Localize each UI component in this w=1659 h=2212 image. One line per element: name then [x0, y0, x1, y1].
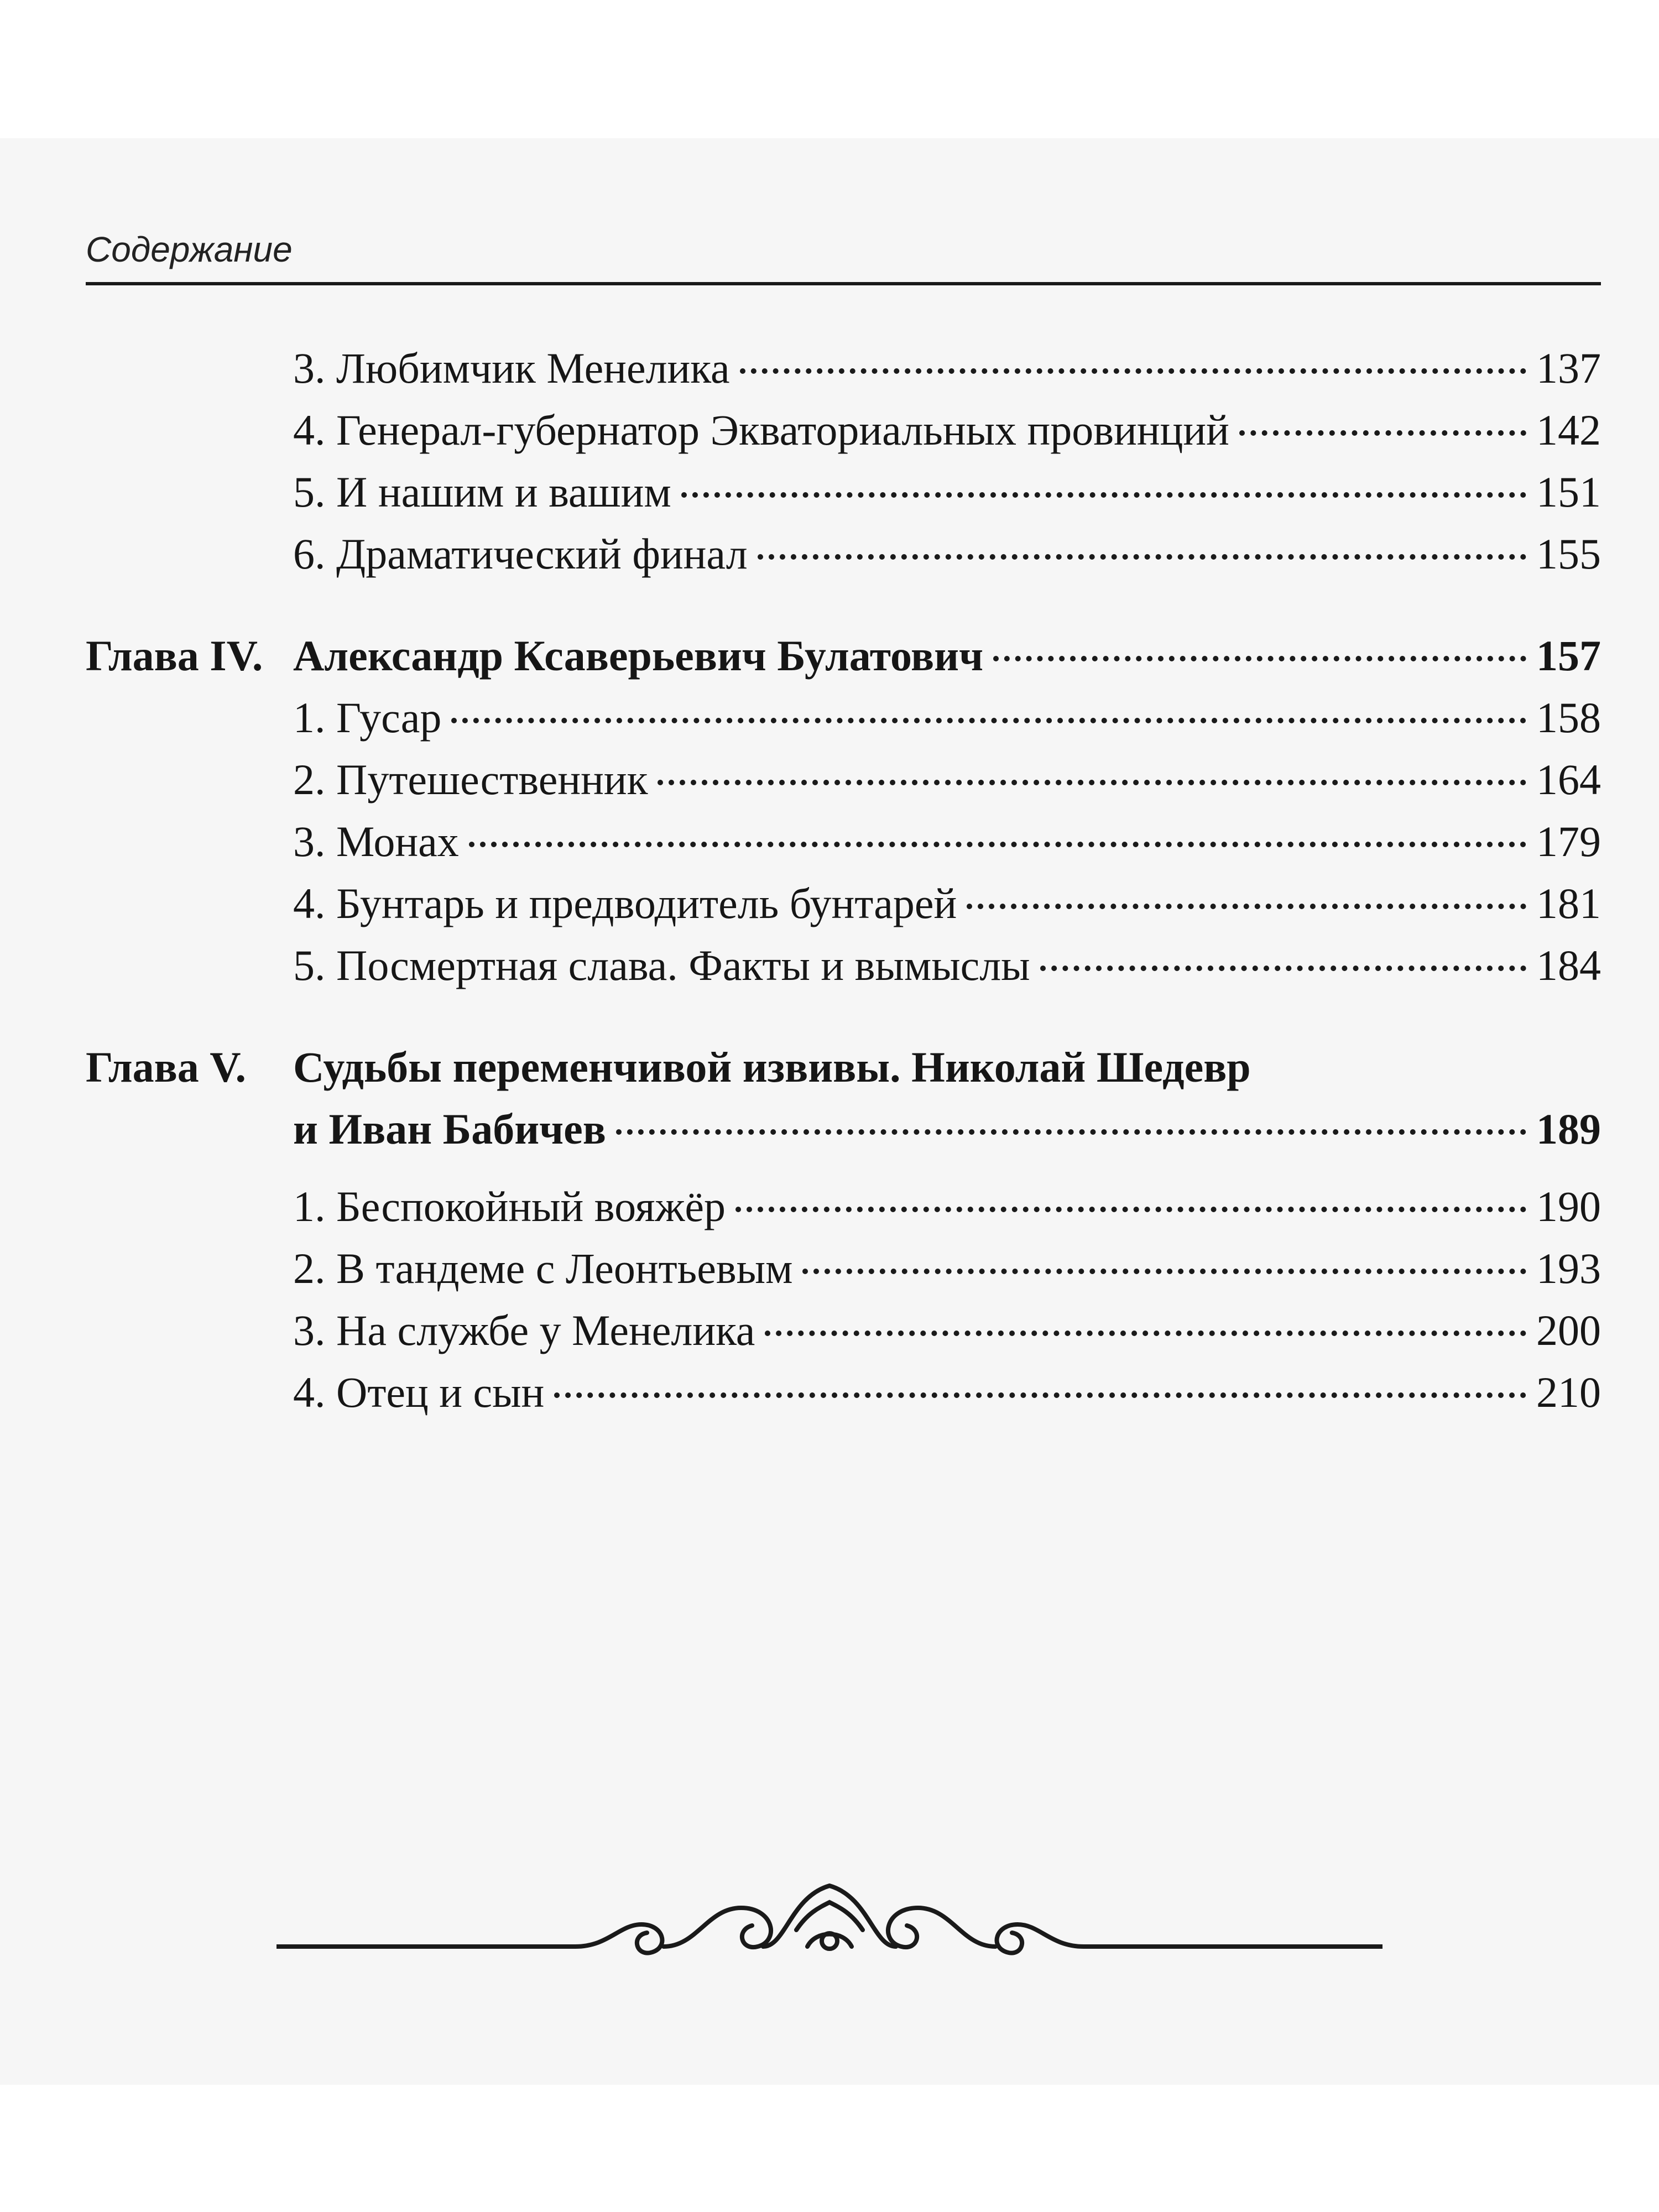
toc-entry-page: 210 [1536, 1368, 1601, 1416]
decorative-ornament-icon [276, 1864, 1383, 1974]
leader-dots [802, 1269, 1526, 1274]
leader-dots [740, 368, 1526, 374]
toc-entry-title: 1. Гусар [293, 693, 442, 742]
toc-entry [86, 523, 1601, 585]
toc-entry-title: 2. В тандеме с Леонтьевым [293, 1244, 793, 1292]
toc-entry-page: 151 [1536, 468, 1601, 516]
leader-dots [967, 904, 1526, 909]
leader-dots [765, 1331, 1526, 1336]
toc-entry [86, 1238, 1601, 1300]
leader-dots [1040, 966, 1526, 971]
toc-entry [86, 811, 1601, 873]
leader-dots [1239, 430, 1526, 436]
toc-entry-page: 190 [1536, 1182, 1601, 1230]
toc-entry-page: 200 [1536, 1306, 1601, 1354]
toc-entry [86, 1361, 1601, 1423]
toc-entry-title: 6. Драматический финал [293, 530, 748, 578]
toc-entry-page: 142 [1536, 406, 1601, 454]
toc-entry [86, 687, 1601, 749]
toc-entry [86, 461, 1601, 523]
leader-dots [554, 1392, 1526, 1398]
chapter-title: Александр Ксаверьевич Булатович [293, 632, 984, 680]
toc-chapter-entry [86, 1036, 1601, 1098]
toc-entry [86, 337, 1601, 399]
toc-entry-page: 164 [1536, 755, 1601, 804]
toc-entry [86, 399, 1601, 461]
chapter-title-line1: Судьбы переменчивой извивы. Николай Шедевр [293, 1043, 1251, 1091]
toc-entry-title: 4. Отец и сын [293, 1368, 545, 1416]
running-header-title: Содержание [86, 229, 293, 269]
leader-dots [993, 656, 1526, 661]
table-of-contents [86, 337, 1601, 1423]
toc-entry-title: 2. Путешественник [293, 755, 648, 804]
toc-entry [86, 1300, 1601, 1361]
chapter-number: Глава IV. [86, 632, 263, 680]
running-header [86, 221, 1601, 285]
leader-dots [616, 1129, 1526, 1135]
toc-entry [86, 873, 1601, 935]
toc-chapter-entry-cont [86, 1098, 1601, 1160]
toc-entry-page: 193 [1536, 1244, 1601, 1292]
toc-entry-title: 3. Монах [293, 817, 459, 865]
toc-entry-title: 3. Любимчик Менелика [293, 344, 730, 392]
toc-chapter-entry [86, 625, 1601, 687]
toc-entry-page: 181 [1536, 879, 1601, 927]
chapter-page: 157 [1536, 632, 1601, 680]
toc-entry-title: 3. На службе у Менелика [293, 1306, 755, 1354]
toc-entry-page: 184 [1536, 941, 1601, 989]
toc-entry-title: 4. Бунтарь и предводитель бунтарей [293, 879, 957, 927]
toc-entry-page: 179 [1536, 817, 1601, 865]
toc-entry-title: 1. Беспокойный вояжёр [293, 1182, 726, 1230]
toc-entry-page: 158 [1536, 693, 1601, 742]
chapter-page: 189 [1536, 1105, 1601, 1153]
toc-entry-title: 4. Генерал-губернатор Экваториальных провинций [293, 406, 1229, 454]
leader-dots [451, 718, 1526, 723]
toc-entry-page: 155 [1536, 530, 1601, 578]
leader-dots [658, 780, 1526, 785]
toc-entry [86, 749, 1601, 811]
toc-entry-title: 5. И нашим и вашим [293, 468, 671, 516]
chapter-title-line2: и Иван Бабичев [293, 1105, 606, 1153]
toc-entry [86, 935, 1601, 997]
leader-dots [735, 1207, 1526, 1212]
chapter-number: Глава V. [86, 1043, 246, 1091]
toc-entry [86, 1176, 1601, 1238]
toc-entry-title: 5. Посмертная слава. Факты и вымыслы [293, 941, 1030, 989]
toc-entry-page: 137 [1536, 344, 1601, 392]
leader-dots [758, 554, 1526, 560]
leader-dots [681, 492, 1526, 498]
leader-dots [469, 842, 1526, 847]
